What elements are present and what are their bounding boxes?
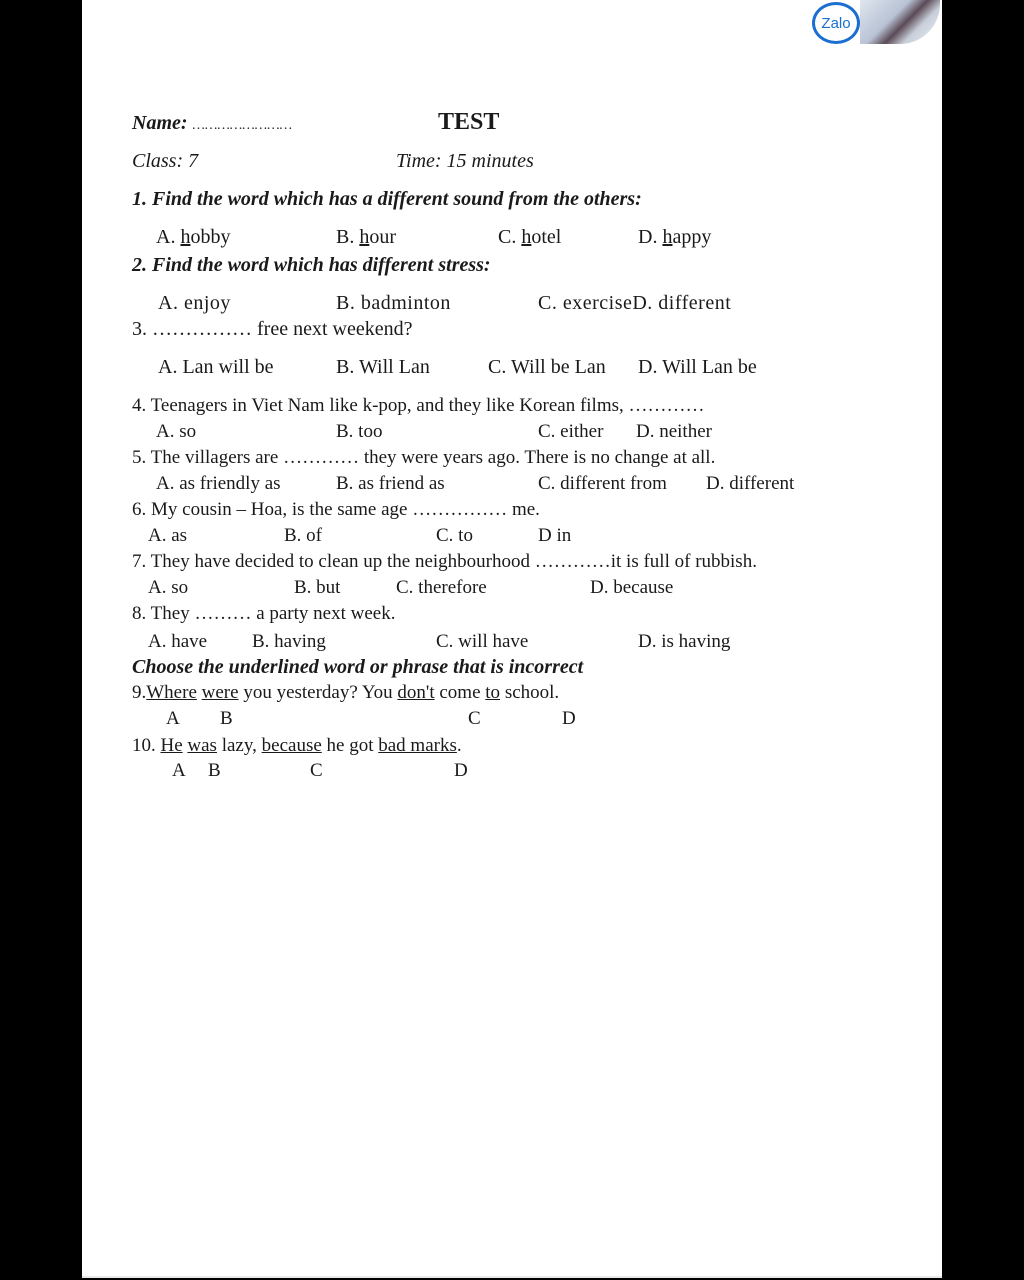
q9-label-a: A [166,708,180,729]
q8-option-b: B. having [252,631,326,652]
q5-option-c: C. different from [538,473,667,494]
q5-option-d: D. different [706,473,795,494]
q1-option-d: D. happy [638,226,712,248]
page-title: TEST [438,109,500,135]
q7-option-d: D. because [590,577,674,598]
q1-option-b: B. hour [336,226,397,248]
q3-option-d: D. Will Lan be [638,356,757,378]
q8-option-a: A. have [148,631,208,652]
q7-option-b: B. but [294,577,341,598]
q5-option-a: A. as friendly as [156,473,281,494]
q6-option-c: C. to [436,525,473,546]
q9-label-b: B [220,708,233,729]
question-1-prompt: 1. Find the word which has a different sound from the others: [132,188,642,210]
q10-label-b: B [208,760,221,781]
question-2-prompt: 2. Find the word which has different stress: [132,254,491,276]
section-instruction: Choose the underlined word or phrase that is incorrect [132,656,584,678]
q4-option-c: C. either [538,421,604,442]
time-label: Time: 15 minutes [396,150,534,172]
q1-option-c: C. hotel [498,226,562,248]
q1-option-a: A. hobby [156,226,231,248]
q3-option-c: C. Will be Lan [488,356,606,378]
name-dots: …………………… [192,118,293,133]
question-10-sentence: 10. He was lazy, because he got bad marks. [132,735,462,756]
question-6-stem: 6. My cousin – Hoa, is the same age …………… me. [132,499,540,520]
q2-option-a: A. enjoy [158,292,231,314]
zalo-logo-text: Zalo [821,14,851,32]
q5-option-b: B. as friend as [336,473,445,494]
zalo-logo[interactable] [812,0,942,48]
profile-photo [860,0,940,44]
q6-option-a: A. as [148,525,188,546]
question-4-stem: 4. Teenagers in Viet Nam like k-pop, and they like Korean films, ………… [132,395,705,416]
question-9-sentence: 9.Where were you yesterday? You don't come to school. [132,682,560,703]
page-bottom-edge [82,1276,942,1278]
q3-option-b: B. Will Lan [336,356,430,378]
q7-option-a: A. so [148,577,189,598]
question-3-stem: 3. …………… free next weekend? [132,318,413,340]
q4-option-b: B. too [336,421,383,442]
q9-label-c: C [468,708,481,729]
q4-option-a: A. so [156,421,197,442]
q6-option-b: B. of [284,525,322,546]
q8-option-d: D. is having [638,631,731,652]
q3-option-a: A. Lan will be [158,356,274,378]
q2-option-b: B. badminton [336,292,451,314]
q2-option-c: C. exerciseD. different [538,292,732,314]
name-label: Name: …………………… [132,112,293,134]
q7-option-c: C. therefore [396,577,487,598]
q10-label-d: D [454,760,468,781]
worksheet-page [82,0,942,1278]
q6-option-d: D in [538,525,572,546]
q10-label-c: C [310,760,323,781]
question-7-stem: 7. They have decided to clean up the neighbourhood …………it is full of rubbish. [132,551,757,572]
q10-label-a: A [172,760,186,781]
q4-option-d: D. neither [636,421,712,442]
question-8-stem: 8. They ……… a party next week. [132,603,396,624]
q8-option-c: C. will have [436,631,529,652]
zalo-icon [812,2,860,44]
question-5-stem: 5. The villagers are ………… they were years ago. There is no change at all. [132,447,716,468]
q9-label-d: D [562,708,576,729]
class-label: Class: 7 [132,150,199,172]
